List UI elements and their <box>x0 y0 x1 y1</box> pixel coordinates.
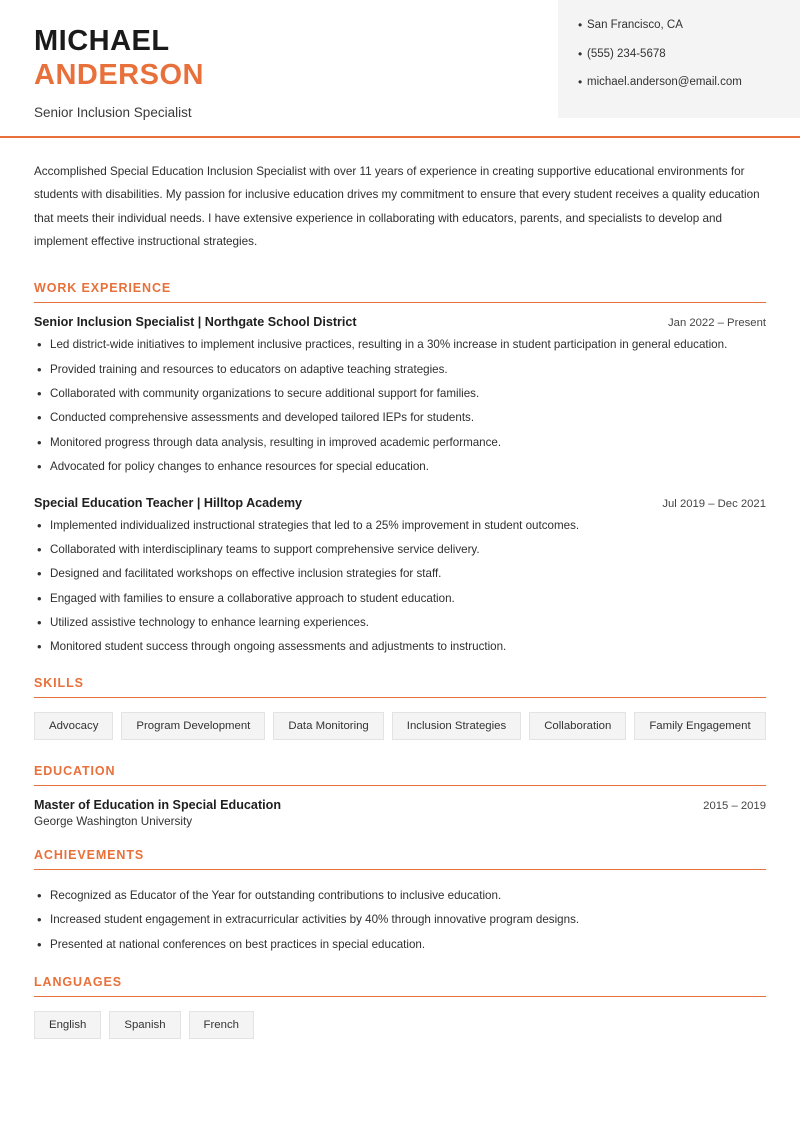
skill-chip: Program Development <box>121 712 265 740</box>
divider <box>34 302 766 303</box>
contact-email-text[interactable]: michael.anderson@email.com <box>587 76 742 89</box>
email-icon: • <box>578 75 583 90</box>
section-languages <box>34 975 766 1039</box>
section-education <box>34 764 766 828</box>
skill-chip: Family Engagement <box>634 712 765 740</box>
list-item: • Utilized assistive technology to enhance learning experiences. <box>34 615 766 632</box>
header-identity <box>34 22 204 120</box>
list-item: • Advocated for policy changes to enhance resources for special education. <box>34 459 766 476</box>
section-work-experience <box>34 281 766 656</box>
contact-location <box>578 18 778 34</box>
work-entry-bullets <box>34 518 766 656</box>
work-entry <box>34 496 766 656</box>
divider <box>34 785 766 786</box>
section-title-achievements: ACHIEVEMENTS <box>34 847 145 862</box>
list-item: • Designed and facilitated workshops on effective inclusion strategies for staff. <box>34 566 766 583</box>
skill-chip: Collaboration <box>529 712 626 740</box>
list-item: • Provided training and resources to educators on adaptive teaching strategies. <box>34 362 766 379</box>
section-skills <box>34 676 766 740</box>
phone-icon: • <box>578 46 583 61</box>
work-entry-title: Special Education Teacher | Hilltop Academy <box>34 495 303 510</box>
resume-header <box>0 0 800 138</box>
skill-chip: Inclusion Strategies <box>392 712 521 740</box>
work-entry-title: Senior Inclusion Specialist | Northgate School District <box>34 315 357 330</box>
divider <box>34 996 766 997</box>
job-title: Senior Inclusion Specialist <box>34 104 192 120</box>
language-chip: French <box>189 1011 254 1039</box>
professional-summary: Accomplished Special Education Inclusion Specialist with over 11 years of experience in creating supportive educational environments for students with disabilities. My passion for inclusive education drives my commitment to ensure that every student receives a quality education that meets their individual needs. I have extensive experience in collaborating with educators, parents, and specialists to develop and implement effective instructional strategies. <box>34 164 760 248</box>
language-chip: Spanish <box>109 1011 180 1039</box>
work-entry-head <box>34 315 766 329</box>
achievements-list <box>34 882 766 953</box>
skill-chip: Advocacy <box>34 712 113 740</box>
list-item: • Collaborated with community organizations to secure additional support for families. <box>34 386 766 403</box>
list-item: • Led district-wide initiatives to implement inclusive practices, resulting in a 30% increase in student participation in general education. <box>34 337 766 354</box>
location-icon: • <box>578 18 583 32</box>
contact-box <box>558 0 800 118</box>
divider <box>34 869 766 870</box>
list-item: • Presented at national conferences on best practices in special education. <box>34 937 766 954</box>
divider <box>34 697 766 698</box>
contact-email[interactable] <box>578 75 778 91</box>
list-item: • Conducted comprehensive assessments and developed tailored IEPs for students. <box>34 410 766 427</box>
work-entry-date: Jul 2019 – Dec 2021 <box>662 497 766 510</box>
work-entry-date: Jan 2022 – Present <box>668 317 766 330</box>
list-item: • Implemented individualized instructional strategies that led to a 25% improvement in student outcomes. <box>34 518 766 535</box>
work-entry <box>34 315 766 475</box>
education-entry <box>34 798 766 828</box>
list-item: • Monitored progress through data analysis, resulting in improved academic performance. <box>34 435 766 452</box>
skills-chip-list <box>34 710 766 740</box>
education-date: 2015 – 2019 <box>703 799 766 812</box>
section-title-skills: SKILLS <box>34 675 84 690</box>
list-item: • Collaborated with interdisciplinary teams to support comprehensive service delivery. <box>34 542 766 559</box>
education-school: George Washington University <box>34 814 193 828</box>
section-achievements <box>34 848 766 953</box>
resume-body <box>0 138 800 1040</box>
education-degree: Master of Education in Special Education <box>34 797 282 812</box>
language-chip: English <box>34 1011 101 1039</box>
skill-chip: Data Monitoring <box>273 712 383 740</box>
education-entry-head <box>34 798 766 812</box>
list-item: • Engaged with families to ensure a collaborative approach to student education. <box>34 591 766 608</box>
contact-phone-text: (555) 234-5678 <box>587 47 666 60</box>
work-entry-bullets <box>34 337 766 475</box>
section-title-languages: LANGUAGES <box>34 975 122 990</box>
section-title-work-experience: WORK EXPERIENCE <box>34 281 172 296</box>
contact-location-text: San Francisco, CA <box>587 19 683 31</box>
list-item: • Recognized as Educator of the Year for outstanding contributions to inclusive education. <box>34 888 766 905</box>
contact-phone <box>578 47 778 63</box>
last-name: ANDERSON <box>34 58 204 91</box>
languages-chip-list <box>34 1009 766 1039</box>
list-item: • Increased student engagement in extracurricular activities by 40% through innovative program designs. <box>34 912 766 929</box>
work-entry-head <box>34 496 766 510</box>
section-title-education: EDUCATION <box>34 763 116 778</box>
first-name: MICHAEL <box>34 25 170 57</box>
list-item: • Monitored student success through ongoing assessments and adjustments to instruction. <box>34 639 766 656</box>
